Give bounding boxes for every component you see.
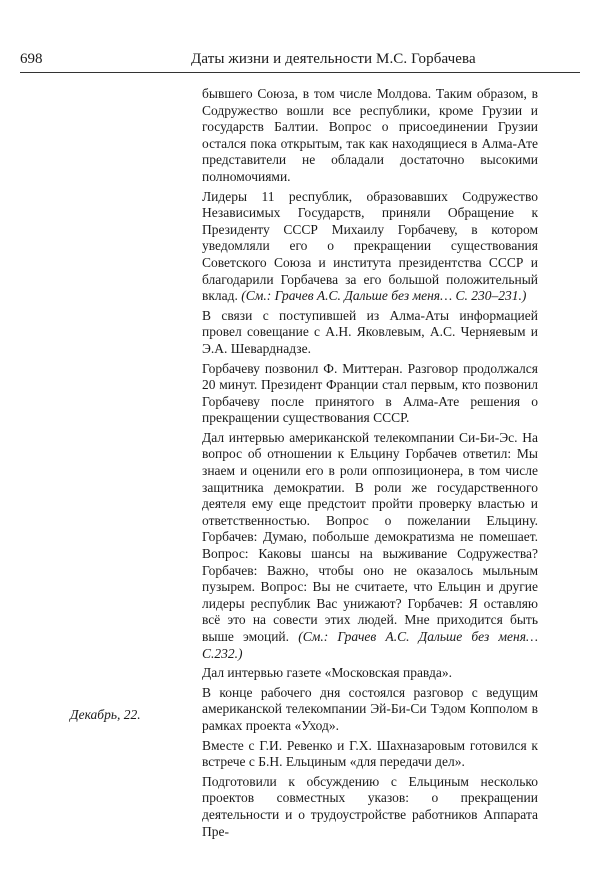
paragraph: В связи с поступившей из Алма-Аты информацией провел совещание с А.Н. Яковлевым, А.С. Черняевым и Э.А. Шеварднадзе.: [202, 307, 538, 356]
paragraph: бывшего Союза, в том числе Молдова. Таким образом, в Содружество вошли все республики, кроме Грузии и государств Балтии. Вопрос о присоединении Грузии остался пока открытым, так как находящиеся в Алма-Ате представители не обладали достаточно высокими полномочиями.: [202, 86, 538, 184]
paragraph: Дал интервью американской телекомпании Си-Би-Эс. На вопрос об отношении к Ельцину Горбачев ответил: Мы знаем и оценили его в роли оппозиционера, в том числе защитника демократии. В роли же государственного деятеля ему еще предстоит пройти проверку властью и ответственностью. Вопрос о пожелании Ельцину. Горбачев: Думаю, побольше демократизма не помешает. Вопрос: Каковы шансы на выживание Содружества? Горбачев: Важно, чтобы оно не оказалось мыльным пузырем. Вопрос: Вы не считаете, что Ельцин и другие лидеры республик Вас унижают? Горбачев: Я оставляю всё это на совести этих людей. Мне приходится быть выше эмоций. (См.: Грачев А.С. Дальше без меня… С.232.): [202, 429, 538, 661]
source-reference: (См.: Грачев А.С. Дальше без меня… С. 230–231.): [241, 288, 527, 304]
source-reference: (См.: Грачев А.С. Дальше без меня… С.232.): [202, 629, 538, 661]
running-title: Даты жизни и деятельности М.С. Горбачева: [191, 51, 476, 67]
paragraph: Подготовили к обсуждению с Ельциным несколько проектов совместных указов: о прекращении деятельности и о трудоустройстве работников Аппарата Пре-: [202, 773, 538, 839]
paragraph: Горбачеву позвонил Ф. Миттеран. Разговор продолжался 20 минут. Президент Франции стал первым, кто позвонил Горбачеву после принятого в Алма-Ате решения о прекращении существования СССР.: [202, 360, 538, 426]
main-text-column: [202, 86, 538, 840]
paragraph: Дал интервью газете «Московская правда».: [202, 665, 452, 681]
paragraph: Лидеры 11 республик, образовавших Содружество Независимых Государств, приняли Обращение к Президенту СССР Михаилу Горбачеву, в котором уведомляли его о прекращении существования Советского Союза и института президентства СССР и благодарили Горбачева за его большой положительный вклад. (См.: Грачев А.С. Дальше без меня… С. 230–231.): [202, 188, 538, 304]
date-margin-label: Декабрь, 22.: [70, 707, 141, 722]
header-rule: [20, 72, 580, 73]
paragraph: Вместе с Г.И. Ревенко и Г.Х. Шахназаровым готовился к встрече с Б.Н. Ельциным «для передачи дел».: [202, 737, 538, 770]
page-number: 698: [20, 51, 43, 67]
paragraph: В конце рабочего дня состоялся разговор с ведущим американской телекомпании Эй-Би-Си Тэдом Копполом в рамках проекта «Уход».: [202, 684, 538, 733]
